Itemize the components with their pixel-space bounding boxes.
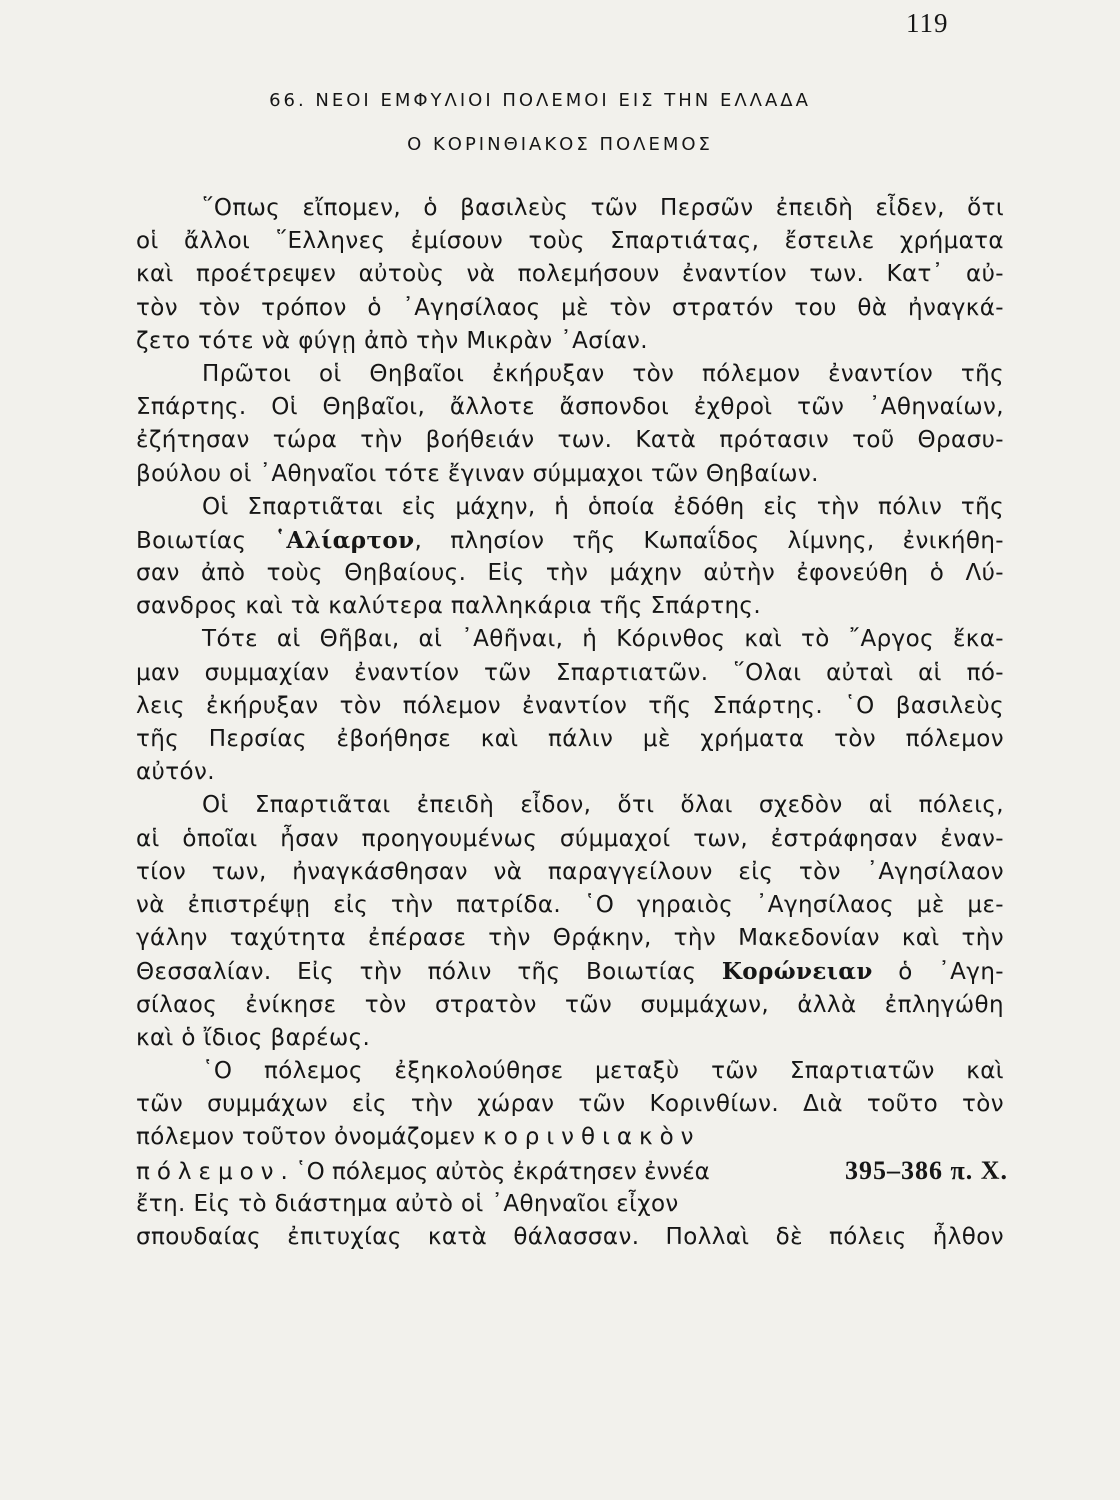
- text-segment: , πλησίον τῆς Κωπαΐδος λίμνης, ἐνικήθη-: [414, 527, 1005, 554]
- chapter-title: [0, 90, 1120, 111]
- text-line-with-date: [136, 1154, 1008, 1187]
- text-line: [136, 524, 1004, 557]
- text-line: σίλαος ἐνίκησε τὸν στρατὸν τῶν συμμάχων, ἀλλὰ ἐπληγώθη: [136, 991, 1004, 1018]
- text-line: [136, 1121, 786, 1154]
- text-line: βούλου οἱ ᾽Αθηναῖοι τότε ἔγιναν σύμμαχοι τῶν Θηβαίων.: [136, 460, 819, 487]
- text-line: τίον των, ἠναγκάσθησαν νὰ παραγγείλουν εἰς τὸν ᾽Αγησίλαον: [136, 858, 1004, 885]
- text-segment: [136, 1156, 710, 1189]
- text-line: Σπάρτης. Οἱ Θηβαῖοι, ἄλλοτε ἄσπονδοι ἐχθροὶ τῶν ᾽Αθηναίων,: [136, 394, 1004, 421]
- margin-date: 395–386 π. Χ.: [844, 1156, 1008, 1186]
- text-line: γάλην ταχύτητα ἐπέρασε τὴν Θρᾴκην, τὴν Μακεδονίαν καὶ τὴν: [136, 925, 1004, 952]
- text-line: ῾Ο πόλεμος ἐξηκολούθησε μεταξὺ τῶν Σπαρτιατῶν καὶ: [202, 1057, 1004, 1084]
- chapter-title-text: 66. ΝΕΟΙ ΕΜΦΥΛΙΟΙ ΠΟΛΕΜΟΙ ΕΙΣ ΤΗΝ ΕΛΛΑΔΑ: [269, 90, 811, 111]
- text-segment: πόλεμον τοῦτον ὀνομάζομεν: [136, 1124, 476, 1151]
- text-line: ἐζήτησαν τώρα τὴν βοήθειάν των. Κατὰ πρότασιν τοῦ Θρασυ-: [136, 427, 1004, 454]
- text-line: Πρῶτοι οἱ Θηβαῖοι ἐκήρυξαν τὸν πόλεμον ἐναντίον τῆς: [202, 360, 1004, 387]
- text-segment: ὁ ᾽Αγη-: [898, 959, 1005, 986]
- text-line: σαν ἀπὸ τοὺς Θηβαίους. Εἰς τὴν μάχην αὐτὴν ἐφονεύθη ὁ Λύ-: [136, 560, 1004, 587]
- text-line: Τότε αἱ Θῆβαι, αἱ ᾽Αθῆναι, ἡ Κόρινθος καὶ τὸ ῎Αργος ἔκα-: [202, 626, 1004, 653]
- text-line: σπουδαίας ἐπιτυχίας κατὰ θάλασσαν. Πολλαὶ δὲ πόλεις ἦλθον: [136, 1223, 1004, 1250]
- body-text: [136, 192, 1008, 1254]
- text-segment: Βοιωτίας: [136, 527, 247, 554]
- spaced-term-polemon: πόλεμον: [136, 1159, 281, 1186]
- text-line: [136, 955, 1004, 988]
- spaced-term-korinthiakon: κορινθιακὸν: [483, 1124, 701, 1151]
- text-line: Οἱ Σπαρτιᾶται εἰς μάχην, ἡ ὁποία ἐδόθη εἰς τὴν πόλιν τῆς: [202, 493, 1004, 520]
- text-line: αἱ ὁποῖαι ἦσαν προηγουμένως σύμμαχοί των, ἐστράφησαν ἐναν-: [136, 825, 1004, 852]
- text-line: καὶ ὁ ἴδιος βαρέως.: [136, 1024, 371, 1051]
- page-number: 119: [906, 8, 949, 38]
- place-name-haliartos: ῾Αλίαρτον: [274, 526, 415, 554]
- text-line: ἔτη. Εἰς τὸ διάστημα αὐτὸ οἱ ᾽Αθηναῖοι εἶχον: [136, 1190, 679, 1217]
- text-line: σανδρος καὶ τὰ καλύτερα παλληκάρια τῆς Σπάρτης.: [136, 593, 762, 620]
- text-segment: Θεσσαλίαν. Εἰς τὴν πόλιν τῆς Βοιωτίας: [136, 959, 697, 986]
- text-line: τῶν συμμάχων εἰς τὴν χώραν τῶν Κορινθίων. Διὰ τοῦτο τὸν: [136, 1091, 1004, 1118]
- place-name-koroneia: Κορώνειαν: [721, 958, 873, 986]
- text-line: καὶ προέτρεψεν αὐτοὺς νὰ πολεμήσουν ἐναντίον των. Κατ᾽ αὐ-: [136, 261, 1004, 288]
- text-line: Οἱ Σπαρτιᾶται ἐπειδὴ εἶδον, ὅτι ὅλαι σχεδὸν αἱ πόλεις,: [202, 792, 1004, 819]
- text-line: νὰ ἐπιστρέψῃ εἰς τὴν πατρίδα. ῾Ο γηραιὸς ᾽Αγησίλαος μὲ με-: [136, 891, 1004, 918]
- text-line: ῞Οπως εἴπομεν, ὁ βασιλεὺς τῶν Περσῶν ἐπειδὴ εἶδεν, ὅτι: [202, 195, 1004, 221]
- text-line: τὸν τὸν τρόπον ὁ ᾽Αγησίλαος μὲ τὸν στρατόν του θὰ ἠναγκά-: [136, 294, 1004, 321]
- text-line: τῆς Περσίας ἐβοήθησε καὶ πάλιν μὲ χρήματα τὸν πόλεμον: [136, 726, 1004, 752]
- text-line: αὐτόν.: [136, 759, 215, 786]
- text-line: μαν συμμαχίαν ἐναντίον τῶν Σπαρτιατῶν. ῞Ολαι αὐταὶ αἱ πό-: [136, 659, 1004, 686]
- text-line: ζετο τότε νὰ φύγῃ ἀπὸ τὴν Μικρὰν ᾽Ασίαν.: [136, 327, 648, 354]
- text-line: λεις ἐκήρυξαν τὸν πόλεμον ἐναντίον τῆς Σπάρτης. ῾Ο βασιλεὺς: [136, 692, 1004, 719]
- text-line: οἱ ἄλλοι ῞Ελληνες ἐμίσουν τοὺς Σπαρτιάτας, ἔστειλε χρήματα: [136, 228, 1004, 255]
- text-segment: . ῾Ο πόλεμος αὐτὸς ἐκράτησεν ἐννέα: [280, 1159, 710, 1186]
- section-subtitle: Ο ΚΟΡΙΝΘΙΑΚΟΣ ΠΟΛΕΜΟΣ: [407, 134, 713, 155]
